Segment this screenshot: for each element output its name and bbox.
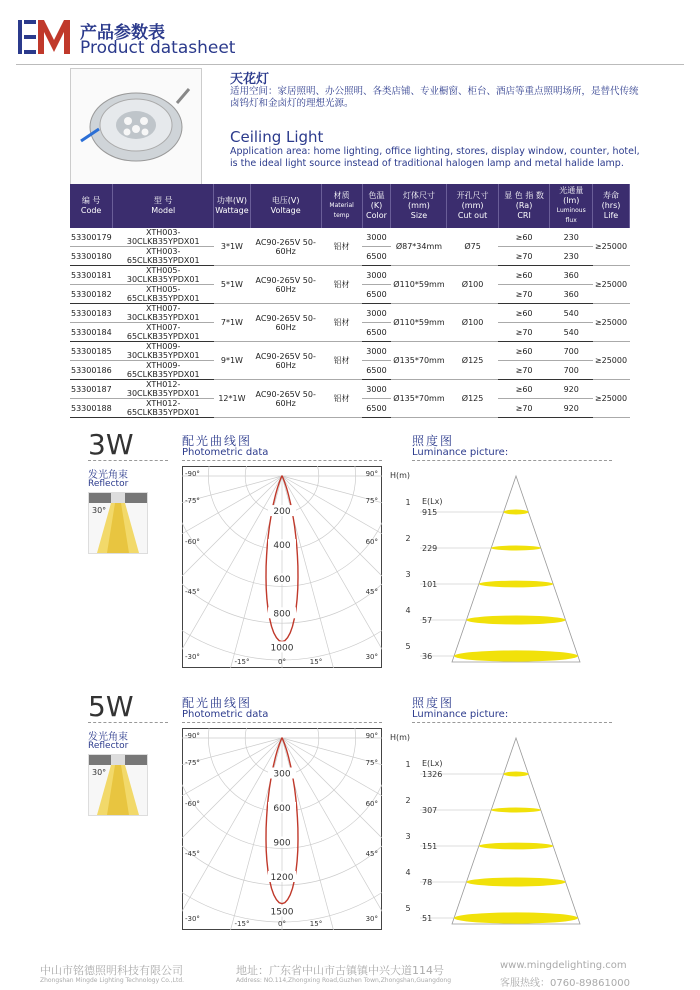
column-header-cn: 光通量 (lm) [559, 186, 584, 205]
angle-label: -30° [185, 653, 200, 661]
table-cell: 3000 [362, 266, 391, 285]
illuminance-value: 915 [422, 508, 438, 517]
section-divider [182, 460, 382, 462]
column-header-cn: 寿命(hrs) [601, 191, 621, 210]
photometric-chart-5w [182, 728, 382, 930]
column-header-en: Luminous flux [556, 207, 586, 224]
table-cell: 12*1W [214, 380, 250, 418]
column-header [550, 184, 593, 228]
table-body [70, 228, 630, 418]
table-cell: ≥70 [498, 285, 550, 304]
column-header [113, 184, 214, 228]
page-title-cn: 产品参数表 [80, 23, 165, 43]
angle-label: -75° [185, 759, 200, 767]
table-cell: ≥25000 [593, 228, 630, 266]
column-header-en: CRI [517, 211, 531, 220]
table-cell: 铝材 [321, 304, 362, 342]
reflector-label-en: Reflector [88, 741, 129, 751]
table-cell: Ø135*70mm [391, 380, 447, 418]
column-header-cn: 型 号 [153, 196, 173, 205]
illuminance-spot [479, 581, 553, 588]
luminance-title-en: Luminance picture: [412, 447, 509, 458]
photometric-title-cn: 配光曲线图 [182, 434, 253, 448]
beam-angle: 30° [92, 768, 107, 777]
page-title-en: Product datasheet [80, 38, 236, 58]
table-cell: ≥25000 [593, 304, 630, 342]
table-cell: Ø100 [447, 266, 498, 304]
angle-label: -90° [185, 470, 200, 478]
illuminance-value: 101 [422, 580, 438, 589]
table-cell: 3000 [362, 228, 391, 247]
table-cell: 3000 [362, 380, 391, 399]
table-cell: 3000 [362, 304, 391, 323]
illuminance-spot [466, 616, 565, 625]
table-cell: ≥60 [498, 342, 550, 361]
x-axis-label: E(Lx) [422, 497, 443, 506]
table-header-row [70, 184, 630, 228]
height-label: 5 [405, 904, 411, 913]
column-header-en: Model [151, 206, 176, 215]
radial-tick-label: 900 [273, 838, 291, 849]
y-axis-label: H(m) [390, 471, 411, 480]
illuminance-spot [454, 912, 578, 923]
hotline: 客服热线：0760-89861000 [500, 978, 630, 989]
height-label: 2 [405, 796, 411, 805]
photometric-chart-3w [182, 466, 382, 668]
section-power-5w: 5W [88, 690, 134, 723]
table-cell: 53300180 [70, 247, 113, 266]
angle-label: 75° [365, 497, 378, 505]
table-cell: XTH009-65CLKB35YPDX01 [113, 361, 214, 380]
photometric-title-en: Photometric data [182, 447, 269, 458]
radial-tick-label: 600 [273, 575, 291, 586]
table-cell: XTH007-30CLKB35YPDX01 [113, 304, 214, 323]
table-cell: 5*1W [214, 266, 250, 304]
radial-tick-label: 800 [273, 609, 291, 620]
angle-label: 0° [278, 920, 286, 928]
illuminance-value: 51 [422, 914, 433, 923]
table-cell: 230 [550, 247, 593, 266]
table-cell: Ø110*59mm [391, 266, 447, 304]
reflector-beam-diagram [88, 754, 148, 816]
section-divider [412, 722, 612, 724]
table-cell: XTH005-30CLKB35YPDX01 [113, 266, 214, 285]
table-cell: AC90-265V 50-60Hz [250, 228, 321, 266]
angle-label: -45° [185, 588, 200, 596]
photometric-title-cn: 配光曲线图 [182, 696, 253, 710]
table-row [70, 266, 630, 285]
address-cn: 地址：广东省中山市古镇镇中兴大道114号 [236, 964, 444, 977]
luminance-chart-5w [388, 728, 610, 930]
table-cell: XTH003-30CLKB35YPDX01 [113, 228, 214, 247]
height-label: 1 [405, 760, 411, 769]
photometric-title-en: Photometric data [182, 709, 269, 720]
table-cell: XTH005-65CLKB35YPDX01 [113, 285, 214, 304]
column-header-en: Cut out [457, 211, 488, 220]
reflector-label-cn: 发光角束 [88, 732, 128, 743]
table-cell: 920 [550, 399, 593, 418]
table-row [70, 228, 630, 247]
page-header [16, 14, 684, 60]
table-cell: 700 [550, 342, 593, 361]
angle-label: 15° [309, 658, 323, 666]
illuminance-value: 78 [422, 878, 433, 887]
address-en: Address: NO.114,Zhongxing Road,Guzhen Town,Zhongshan,Guangdong [236, 977, 452, 984]
company-name-en: Zhongshan Mingde Lighting Technology Co.,Ltd. [40, 977, 185, 984]
table-cell: 920 [550, 380, 593, 399]
illuminance-value: 57 [422, 616, 433, 625]
table-row [70, 342, 630, 361]
angle-label: 90° [365, 470, 378, 478]
table-cell: AC90-265V 50-60Hz [250, 304, 321, 342]
column-header-en: Size [410, 211, 428, 220]
spec-table [70, 184, 630, 418]
table-cell: XTH009-30CLKB35YPDX01 [113, 342, 214, 361]
table-cell: 53300183 [70, 304, 113, 323]
table-cell: 53300186 [70, 361, 113, 380]
page-footer [0, 958, 700, 990]
table-cell: ≥60 [498, 304, 550, 323]
section-divider [88, 722, 168, 724]
table-cell: 53300182 [70, 285, 113, 304]
table-cell: 6500 [362, 361, 391, 380]
table-cell: 53300188 [70, 399, 113, 418]
angle-label: 30° [365, 653, 378, 661]
illuminance-spot [466, 878, 565, 887]
height-label: 4 [405, 606, 411, 615]
column-header-en: Color [366, 211, 387, 220]
illuminance-value: 229 [422, 544, 438, 553]
height-label: 1 [405, 498, 411, 507]
column-header-cn: 显 色 指 数 (Ra) [504, 191, 544, 210]
table-cell: 360 [550, 266, 593, 285]
angle-label: -60° [185, 800, 200, 808]
table-cell: 6500 [362, 323, 391, 342]
table-cell: Ø125 [447, 380, 498, 418]
illuminance-value: 307 [422, 806, 438, 815]
application-cn: 适用空间：家居照明、办公照明、各类店铺、专业橱窗、柜台、酒店等重点照明场所，是替代传统卤钨灯和金卤灯的理想光源。 [230, 86, 639, 109]
x-axis-label: E(Lx) [422, 759, 443, 768]
header-divider [16, 64, 684, 65]
column-header-cn: 开孔尺寸 (mm) [456, 191, 489, 210]
website-link[interactable]: www.mingdelighting.com [500, 960, 627, 971]
angle-label: 15° [309, 920, 323, 928]
column-header-cn: 功率(W) [216, 196, 247, 205]
angle-label: 75° [365, 759, 378, 767]
table-cell: 540 [550, 304, 593, 323]
table-cell: Ø125 [447, 342, 498, 380]
column-header [391, 184, 447, 228]
application-en: Application area: home lighting, office lighting, stores, display window, counter, hotel, is the ideal light source instead of traditional halogen lamp and metal halide lamp. [230, 146, 640, 169]
table-cell: 53300179 [70, 228, 113, 247]
table-cell: 7*1W [214, 304, 250, 342]
column-header [321, 184, 362, 228]
column-header-en: Code [80, 206, 102, 215]
product-image [70, 68, 202, 188]
column-header-cn: 材质 [333, 191, 350, 200]
table-cell: 铝材 [321, 228, 362, 266]
table-cell: ≥70 [498, 399, 550, 418]
table-row [70, 380, 630, 399]
reflector-label-en: Reflector [88, 479, 129, 489]
column-header-en: Material temp [329, 202, 354, 219]
angle-label: -30° [185, 915, 200, 923]
table-cell: 700 [550, 361, 593, 380]
reflector-label-cn: 发光角束 [88, 470, 128, 481]
luminance-title-en: Luminance picture: [412, 709, 509, 720]
table-cell: XTH007-65CLKB35YPDX01 [113, 323, 214, 342]
illuminance-spot [479, 843, 553, 850]
table-cell: AC90-265V 50-60Hz [250, 342, 321, 380]
angle-label: -45° [185, 850, 200, 858]
angle-label: -60° [185, 538, 200, 546]
y-axis-label: H(m) [390, 733, 411, 742]
beam-angle: 30° [92, 506, 107, 515]
table-cell: XTH012-30CLKB35YPDX01 [113, 380, 214, 399]
radial-tick-label: 200 [273, 507, 291, 518]
illuminance-spot [504, 510, 529, 515]
table-cell: 53300185 [70, 342, 113, 361]
table-cell: 53300187 [70, 380, 113, 399]
table-cell: AC90-265V 50-60Hz [250, 266, 321, 304]
table-cell: ≥25000 [593, 342, 630, 380]
table-cell: 9*1W [214, 342, 250, 380]
section-divider [88, 460, 168, 462]
table-cell: 铝材 [321, 266, 362, 304]
table-cell: 53300181 [70, 266, 113, 285]
radial-tick-label: 600 [273, 804, 291, 814]
section-divider [182, 722, 382, 724]
column-header [214, 184, 250, 228]
radial-tick-label: 1000 [270, 643, 294, 654]
illuminance-value: 151 [422, 842, 438, 851]
table-cell: Ø135*70mm [391, 342, 447, 380]
height-label: 3 [405, 832, 411, 841]
table-cell: Ø110*59mm [391, 304, 447, 342]
illuminance-value: 1326 [422, 770, 443, 779]
height-label: 5 [405, 642, 411, 651]
radial-tick-label: 400 [273, 541, 291, 552]
luminance-title-cn: 照度图 [412, 434, 455, 448]
table-cell: ≥60 [498, 228, 550, 247]
table-cell: 540 [550, 323, 593, 342]
illuminance-spot [491, 546, 541, 551]
luminance-title-cn: 照度图 [412, 696, 455, 710]
table-cell: 360 [550, 285, 593, 304]
angle-label: -75° [185, 497, 200, 505]
illuminance-spot [491, 808, 541, 813]
column-header [250, 184, 321, 228]
height-label: 2 [405, 534, 411, 543]
column-header [70, 184, 113, 228]
angle-label: 60° [365, 538, 378, 546]
angle-label: -15° [234, 658, 250, 666]
column-header [593, 184, 630, 228]
section-power-3w: 3W [88, 428, 134, 461]
angle-label: 90° [365, 732, 378, 740]
column-header [362, 184, 391, 228]
product-name-cn: 天花灯 [230, 72, 270, 87]
table-cell: AC90-265V 50-60Hz [250, 380, 321, 418]
radial-tick-label: 1500 [270, 907, 294, 918]
angle-label: 60° [365, 800, 378, 808]
table-cell: 3000 [362, 342, 391, 361]
illuminance-spot [454, 650, 578, 661]
column-header-cn: 色温(K) [368, 191, 385, 210]
light-cone [452, 738, 580, 924]
height-label: 3 [405, 570, 411, 579]
table-cell: Ø100 [447, 304, 498, 342]
table-cell: Ø87*34mm [391, 228, 447, 266]
column-header-en: Voltage [270, 206, 301, 215]
table-cell: 3*1W [214, 228, 250, 266]
column-header-en: Life [603, 211, 619, 220]
illuminance-value: 36 [422, 652, 433, 661]
table-cell: XTH012-65CLKB35YPDX01 [113, 399, 214, 418]
company-name-cn: 中山市铭德照明科技有限公司 [40, 964, 183, 977]
column-header [447, 184, 498, 228]
table-cell: 铝材 [321, 342, 362, 380]
table-cell: 6500 [362, 247, 391, 266]
angle-label: 0° [278, 658, 286, 666]
angle-label: -90° [185, 732, 200, 740]
table-cell: ≥60 [498, 266, 550, 285]
light-cone [452, 476, 580, 662]
table-cell: 53300184 [70, 323, 113, 342]
table-cell: Ø75 [447, 228, 498, 266]
column-header-en: Wattage [215, 206, 249, 215]
angle-label: -15° [234, 920, 250, 928]
product-name-en: Ceiling Light [230, 128, 324, 146]
column-header-cn: 灯体尺寸(mm) [402, 191, 435, 210]
table-cell: ≥25000 [593, 380, 630, 418]
table-cell: ≥70 [498, 247, 550, 266]
radial-tick-label: 1200 [270, 873, 294, 883]
reflector-beam-diagram [88, 492, 148, 554]
table-cell: ≥70 [498, 323, 550, 342]
table-cell: 6500 [362, 399, 391, 418]
luminance-chart-3w [388, 466, 610, 668]
angle-label: 45° [365, 850, 378, 858]
table-cell: 230 [550, 228, 593, 247]
radial-tick-label: 300 [273, 769, 291, 780]
column-header [498, 184, 550, 228]
angle-label: 30° [365, 915, 378, 923]
table-cell: 铝材 [321, 380, 362, 418]
table-cell: ≥25000 [593, 266, 630, 304]
angle-label: 45° [365, 588, 378, 596]
company-logo [16, 16, 72, 58]
table-row [70, 304, 630, 323]
table-cell: ≥70 [498, 361, 550, 380]
table-cell: ≥60 [498, 380, 550, 399]
column-header-cn: 编 号 [81, 196, 101, 205]
section-divider [412, 460, 612, 462]
table-cell: XTH003-65CLKB35YPDX01 [113, 247, 214, 266]
illuminance-spot [504, 772, 529, 777]
height-label: 4 [405, 868, 411, 877]
column-header-cn: 电压(V) [271, 196, 300, 205]
table-cell: 6500 [362, 285, 391, 304]
